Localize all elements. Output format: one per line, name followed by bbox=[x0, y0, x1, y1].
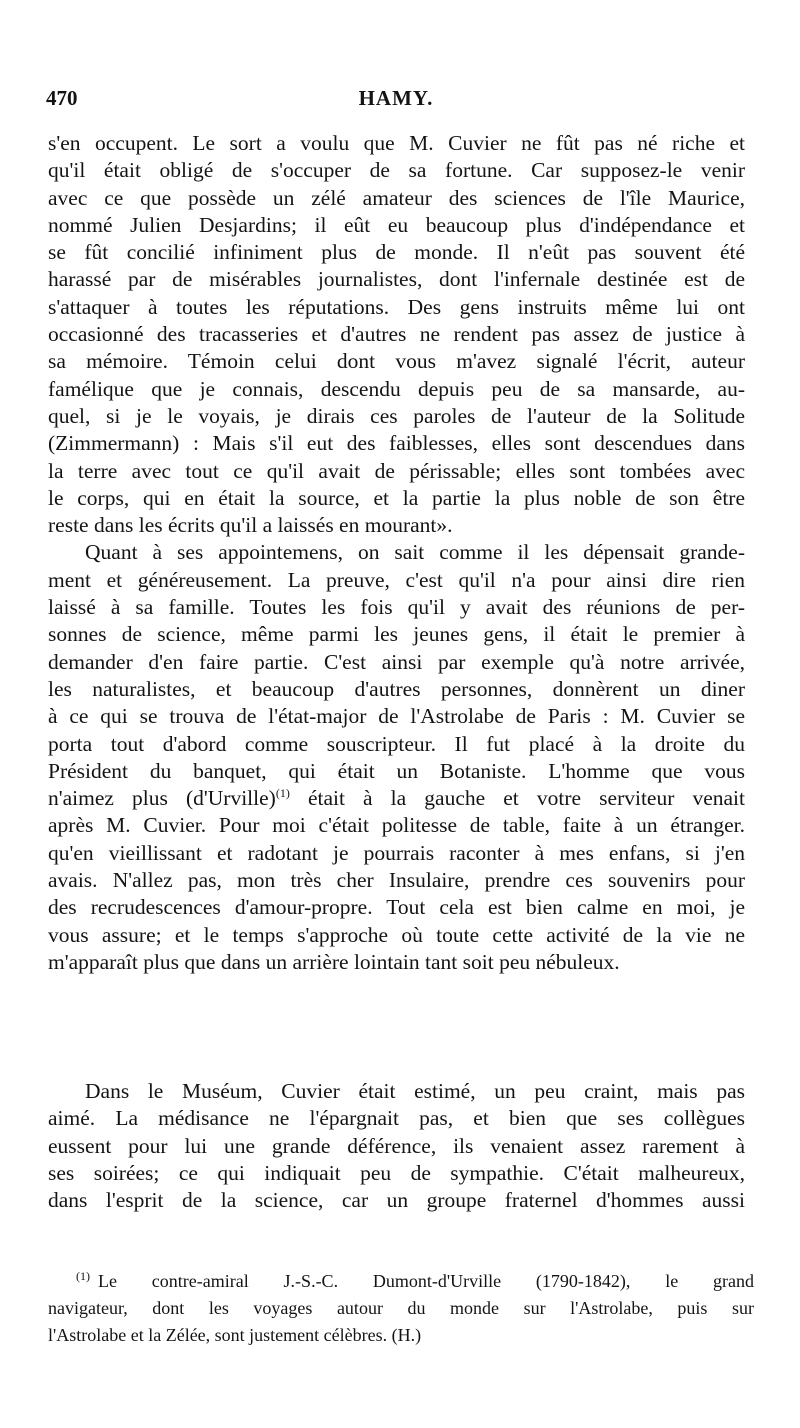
text-line: se fût concilié infiniment plus de monde. Il n'eût pas souvent été bbox=[48, 240, 745, 265]
text-line: vous assure; et le temps s'approche où toute cette activité de la vie ne bbox=[48, 922, 745, 947]
line-tail: était à la gauche et votre serviteur venait bbox=[307, 786, 745, 811]
footnote bbox=[48, 1268, 754, 1349]
text-line: sonnes de science, même parmi les jeunes gens, il était le premier à bbox=[48, 622, 745, 647]
line-head: n'aimez plus (d'Urville) bbox=[48, 786, 276, 811]
text-line: les naturalistes, et beaucoup d'autres personnes, donnèrent un diner bbox=[48, 676, 745, 701]
text-line: occasionné des tracasseries et d'autres ne rendent pas assez de justice à bbox=[48, 322, 745, 347]
text-line: sa mémoire. Témoin celui dont vous m'avez signalé l'écrit, auteur bbox=[48, 349, 745, 374]
text-line: avais. N'allez pas, mon très cher Insulaire, prendre ces souvenirs pour bbox=[48, 868, 745, 893]
page-number: 470 bbox=[46, 86, 78, 110]
text-line: dans l'esprit de la science, car un groupe fraternel d'hommes aussi bbox=[48, 1188, 745, 1213]
text-line: nommé Julien Desjardins; il eût eu beaucoup plus d'indépendance et bbox=[48, 212, 745, 237]
text-line: la terre avec tout ce qu'il avait de périssable; elles sont tombées avec bbox=[48, 458, 745, 483]
text-line: avec ce que possède un zélé amateur des sciences de l'île Maurice, bbox=[48, 185, 745, 210]
footnote-line: navigateur, dont les voyages autour du monde sur l'Astrolabe, puis sur bbox=[48, 1298, 754, 1318]
text-line-with-footnote-call bbox=[48, 785, 745, 812]
text-line: reste dans les écrits qu'il a laissés en mourant». bbox=[48, 513, 453, 538]
footnote-text: Le contre-amiral J.-S.-C. Dumont-d'Urville (1790-1842), le grand bbox=[98, 1271, 754, 1291]
footnote-line bbox=[48, 1268, 754, 1295]
page-header bbox=[46, 86, 746, 116]
text-line: après M. Cuvier. Pour moi c'était politesse de table, faite à un étranger. bbox=[48, 813, 745, 838]
text-line: laissé à sa famille. Toutes les fois qu'il y avait des réunions de per- bbox=[48, 595, 745, 620]
text-line: demander d'en faire partie. C'est ainsi par exemple qu'à notre arrivée, bbox=[48, 649, 745, 674]
text-line: Président du banquet, qui était un Botaniste. L'homme que vous bbox=[48, 758, 745, 783]
text-line: ment et généreusement. La preuve, c'est qu'il n'a pour ainsi dire rien bbox=[48, 567, 745, 592]
footnote-call: (1) bbox=[275, 785, 290, 800]
text-line: le corps, qui en était la source, et la partie la plus noble de son être bbox=[48, 485, 745, 510]
text-line: s'en occupent. Le sort a voulu que M. Cuvier ne fût pas né riche et bbox=[48, 131, 745, 155]
text-line: qu'il était obligé de s'occuper de sa fortune. Car supposez-le venir bbox=[48, 158, 745, 183]
text-line: des recrudescences d'amour-propre. Tout cela est bien calme en moi, je bbox=[48, 895, 745, 920]
text-line: (Zimmermann) : Mais s'il eut des faiblesses, elles sont descendues dans bbox=[48, 431, 745, 456]
text-line: ses soirées; ce qui indiquait peu de sympathie. C'était malheureux, bbox=[48, 1160, 745, 1185]
footnote-line: l'Astrolabe et la Zélée, sont justement célèbres. (H.) bbox=[48, 1325, 422, 1345]
text-line: famélique que je connais, descendu depuis peu de sa mansarde, au- bbox=[48, 376, 745, 401]
text-line: Quant à ses appointemens, on sait comme il les dépensait grande- bbox=[85, 540, 745, 565]
paragraph-1 bbox=[48, 130, 745, 976]
text-line: harassé par de misérables journalistes, dont l'infernale destinée est de bbox=[48, 267, 745, 292]
text-line: Dans le Muséum, Cuvier était estimé, un peu craint, mais pas bbox=[85, 1079, 745, 1103]
text-line: s'attaquer à toutes les réputations. Des gens instruits même lui ont bbox=[48, 294, 745, 319]
text-line: à ce qui se trouva de l'état-major de l'Astrolabe de Paris : M. Cuvier se bbox=[48, 704, 745, 729]
text-line: eussent pour lui une grande déférence, ils venaient assez rarement à bbox=[48, 1133, 745, 1158]
footnote-mark: (1) bbox=[76, 1269, 90, 1283]
text-line: qu'en vieillissant et radotant je pourrais raconter à mes enfans, si j'en bbox=[48, 840, 745, 865]
running-head: HAMY. bbox=[358, 86, 434, 110]
text-line: aimé. La médisance ne l'épargnait pas, et bien que ses collègues bbox=[48, 1106, 745, 1131]
text-line: porta tout d'abord comme souscripteur. Il fut placé à la droite du bbox=[48, 731, 745, 756]
paragraph-2 bbox=[48, 1078, 745, 1214]
text-line: quel, si je le voyais, je dirais ces paroles de l'auteur de la Solitude bbox=[48, 403, 745, 428]
text-line: m'apparaît plus que dans un arrière lointain tant soit peu nébuleux. bbox=[48, 949, 620, 974]
